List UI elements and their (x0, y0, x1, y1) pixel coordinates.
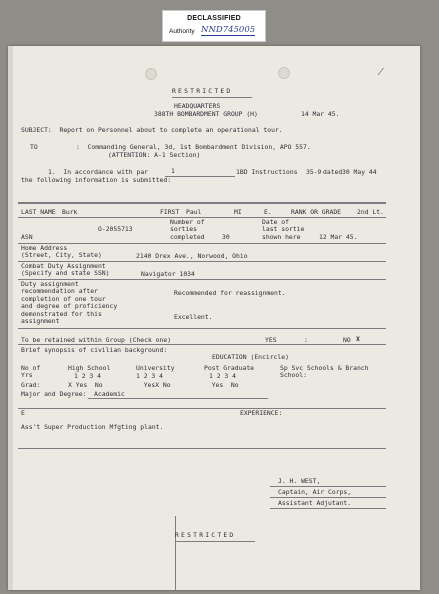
middle-initial-label: MI (234, 208, 242, 216)
signatory-position: Assistant Adjutant. (278, 499, 352, 507)
major-underline (88, 398, 268, 399)
asn-row-rule (18, 243, 386, 244)
signature-rule-1 (270, 486, 386, 487)
declassified-title: DECLASSIFIED (187, 15, 241, 22)
asn-label: ASN (21, 233, 33, 241)
retained-colon: : (304, 336, 308, 344)
classification-bottom: RESTRICTED (175, 531, 236, 539)
rank-value: 2nd Lt. (357, 208, 384, 216)
special-schools-header: Sp Svc Schools & Branch School: (280, 364, 369, 380)
pencil-mark: ⁄ (380, 68, 382, 78)
group-title: 388TH BOMBARDMENT GROUP (H) (154, 110, 258, 118)
intro-instr-date: 30 May 44 (342, 168, 377, 176)
experience-value: Ass't Super Production Mfgting plant. (21, 423, 164, 431)
to-label: TO (30, 143, 38, 151)
intro-text-c: dated (323, 168, 343, 176)
rank-label: RANK OR GRADE (291, 208, 342, 216)
report-date: 14 Mar 45. (301, 110, 340, 118)
post-graduate-header: Post Graduate (204, 364, 255, 372)
home-address-value: 2140 Drex Ave., Norwood, Ohio (136, 252, 248, 260)
education-label: EDUCATION (Encircle) (212, 353, 289, 361)
home-address-label: Home Address (Street, City, State) (21, 244, 102, 260)
signatory-name: J. H. WEST, (278, 477, 321, 485)
retained-no-label: NO (343, 336, 351, 344)
headquarters-title: HEADQUARTERS (174, 102, 221, 110)
university-years: 1 2 3 4 (136, 372, 163, 380)
sorties-value: 30 (222, 233, 230, 241)
classification-underline (172, 97, 252, 98)
authority-label: Authority (169, 28, 195, 35)
experience-row-rule (18, 448, 386, 449)
subject-line: SUBJECT: Report on Personnel about to complete an operational tour. (21, 126, 283, 134)
proficiency-value: Excellent. (174, 313, 213, 321)
major-degree-label: Major and Degree: (21, 390, 87, 398)
to-addressee: : Commanding General, 3d, 1st Bombardment Division, APO 557. (76, 143, 311, 151)
intro-text-line2: the following information is submitted: (21, 176, 172, 184)
duty-recommendation-label: Duty assignment recommendation after completion of one tour and degree of proficiency demonstrated for this assignment (21, 280, 118, 326)
sorties-label: Number of sorties completed (170, 218, 205, 241)
punch-hole-right (278, 67, 290, 79)
signatory-title: Captain, Air Corps, (278, 488, 352, 496)
university-graduated: YesX No (136, 381, 171, 389)
par-underline (165, 176, 235, 177)
post-graduate-years: 1 2 3 4 (209, 372, 236, 380)
form-top-rule (18, 202, 386, 204)
classification-bottom-underline (175, 541, 255, 542)
retained-yes-label: YES (265, 336, 277, 344)
classification-top: RESTRICTED (172, 87, 233, 95)
intro-text-b: 1BD Instructions (236, 168, 298, 176)
retained-label: To be retained within Group (Check one) (21, 336, 172, 344)
years-label: No of Yrs (21, 364, 41, 380)
first-name-label: FIRST (160, 208, 180, 216)
combat-duty-label: Combat Duty Assignment (Specify and state SSN) (21, 262, 110, 278)
last-name-value: Burk (62, 208, 78, 216)
retained-no-check: X (356, 335, 360, 343)
combat-duty-value: Navigator 1034 (141, 270, 195, 278)
middle-initial-value: E. (264, 208, 272, 216)
high-school-graduated: X Yes No (68, 381, 103, 389)
experience-label: EXPERIENCE: (240, 409, 283, 417)
university-header: University (136, 364, 175, 372)
retained-row-rule (18, 344, 386, 345)
intro-text-a: 1. In accordance with par (48, 168, 149, 176)
declassified-stamp (162, 10, 266, 42)
education-row-rule (18, 408, 386, 409)
last-name-label: LAST NAME (21, 208, 56, 216)
document-page (8, 46, 420, 590)
post-graduate-graduated: Yes No (204, 381, 239, 389)
last-sortie-label: Date of last sortie shown here (262, 218, 305, 241)
last-sortie-value: 12 Mar 45. (319, 233, 358, 241)
duty-recommendation-value: Recommended for reassignment. (174, 289, 286, 297)
authority-number: NND745005 (201, 25, 256, 35)
high-school-header: High School (68, 364, 111, 372)
high-school-years: 1 2 3 4 (74, 372, 101, 380)
graduated-label: Grad: (21, 381, 41, 389)
duty-row-rule (18, 328, 386, 329)
page-edge (8, 46, 13, 590)
intro-par-number: 1 (171, 167, 175, 175)
synopsis-label: Brief synopsis of civilian background: (21, 346, 168, 354)
first-name-value: Paul (186, 208, 202, 216)
punch-hole-left (145, 68, 157, 80)
major-degree-value: Academic (94, 390, 125, 398)
signature-rule-2 (270, 497, 386, 498)
signature-rule-3 (270, 508, 386, 509)
attention-line: (ATTENTION: A-1 Section) (108, 151, 201, 159)
fold-line (175, 516, 176, 590)
intro-instr-number: 35-9 (306, 168, 322, 176)
asn-value: O-2055713 (98, 225, 133, 233)
experience-prefix: E (21, 409, 25, 417)
